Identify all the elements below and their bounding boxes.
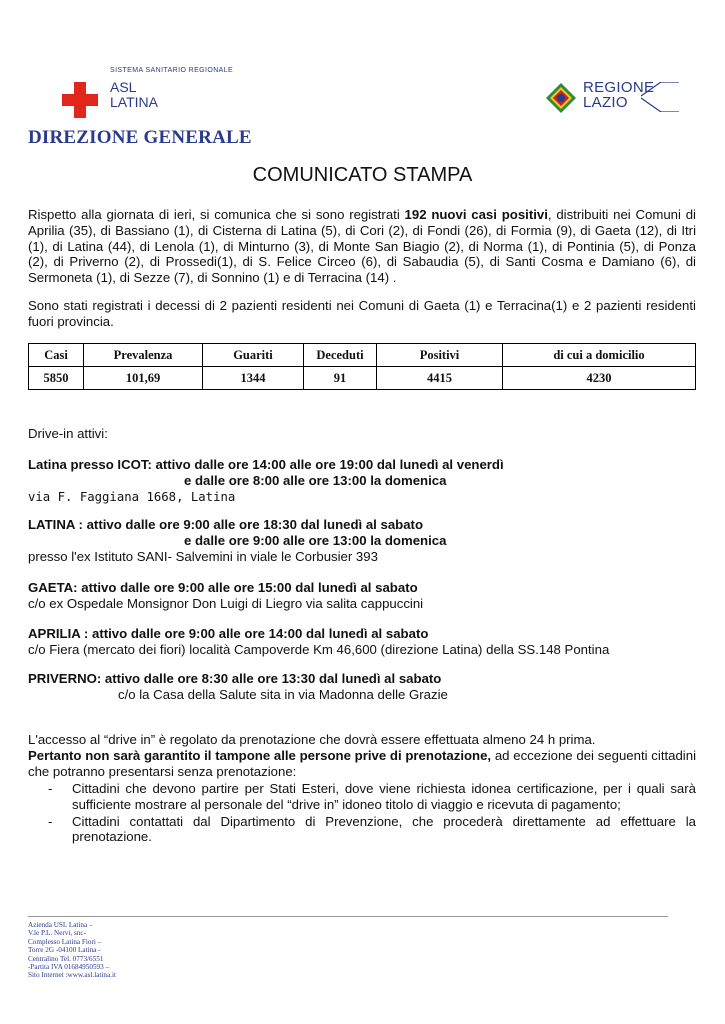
drive-in-latina-sani: LATINA : attivo dalle ore 9:00 alle ore 18:30 dal lunedì al sabato e dalle ore 9:00 alle ore 13:00 la domenica presso l'ex Istituto SANI- Salvemini in viale le Corbusier 393 [28,517,447,564]
header-guariti: Guariti [203,344,304,367]
drive-in-gaeta: GAETA: attivo dalle ore 9:00 alle ore 15:00 dal lunedì al sabato c/o ex Ospedale Monsignor Don Luigi di Liegro via salita cappuccini [28,580,424,611]
drive-in-latina-icot: Latina presso ICOT: attivo dalle ore 14:00 alle ore 19:00 dal lunedì al venerdì e dalle ore 8:00 alle ore 13:00 la domenica via F. Faggiana 1668, Latina [28,457,504,504]
footer-divider [28,916,668,917]
asl-name: ASL LATINA [110,79,158,110]
list-item: - Cittadini che devono partire per Stati Esteri, dove viene richiesta idonea certificazione, per i quali sarà sufficiente mostrare al personale del “drive in” idoneo titolo di viaggio e ricevuta di pagamento; [48,781,696,812]
header-deceduti: Deceduti [304,344,377,367]
header-positivi: Positivi [377,344,503,367]
paragraph-new-cases: Rispetto alla giornata di ieri, si comunica che si sono registrati 192 nuovi casi positivi, distribuiti nei Comuni di Aprilia (35), di Bassiano (1), di Cisterna di Latina (5), di Cori (2), di Fondi (26), di Formia (9), di Gaeta (12), di Itri (1), di Latina (44), di Lenola (1), di Minturno (3), di Monte San Biagio (2), di Norma (1), di Pontinia (5), di Ponza (2), di Priverno (2), di Prossedi(1), di S. Felice Circeo (6), di Sabaudia (5), di Santi Cosma e Damiano (6), di Sermoneta (1), di Sezze (7), di Sonnino (1) e di Terracina (14) . [28,207,696,286]
regione-lazio-logo [545,80,680,116]
summary-table [28,343,696,390]
table-header-row [29,344,696,367]
footer: Azienda USL Latina – V.le P.L. Nervi, snc- Complesso Latina Fiori – Torre 2G -04100 Latina - Centralino Tel. 0773/6551 -Partita IVA 01684950593 – Sito Internet :www.asl.latina.it [28,921,116,980]
red-cross-icon [62,82,98,118]
header-domicilio: di cui a domicilio [503,344,696,367]
exceptions-list [28,781,696,846]
asl-latina-logo [58,64,258,114]
value-guariti: 1344 [203,367,304,390]
lazio-emblem-icon [545,82,577,114]
regione-lazio-text: REGIONE LAZIO [583,79,655,111]
value-positivi: 4415 [377,367,503,390]
list-item: - Cittadini contattati dal Dipartimento di Prevenzione, che procederà direttamente ad effettuare la prenotazione. [48,813,696,845]
asl-system-label: SISTEMA SANITARIO REGIONALE [110,67,234,74]
header-casi: Casi [29,344,84,367]
paragraph-deaths: Sono stati registrati i decessi di 2 pazienti residenti nei Comuni di Gaeta (1) e Terracina(1) e 2 pazienti residenti fuori provincia. [28,298,696,329]
drive-in-title: Drive-in attivi: [28,426,108,441]
table-row [29,367,696,390]
direzione-generale: DIREZIONE GENERALE [28,127,252,148]
value-domicilio: 4230 [503,367,696,390]
header-prevalenza: Prevalenza [84,344,203,367]
drive-in-aprilia: APRILIA : attivo dalle ore 9:00 alle ore 14:00 dal lunedì al sabato c/o Fiera (mercato dei fiori) località Campoverde Km 46,600 (direzione Latina) della SS.148 Pontina [28,626,610,657]
value-casi: 5850 [29,367,84,390]
access-info: L'accesso al “drive in” è regolato da prenotazione che dovrà essere effettuata almeno 24 h prima. Pertanto non sarà garantito il tampone alle persone prive di prenotazione, ad eccezione dei seguenti cittadini che potranno presentarsi senza prenotazione: [28,732,697,779]
lazio-lines-icon [641,82,679,112]
value-prevalenza: 101,69 [84,367,203,390]
page-title: COMUNICATO STAMPA [252,164,473,186]
value-deceduti: 91 [304,367,377,390]
drive-in-priverno: PRIVERNO: attivo dalle ore 8:30 alle ore 13:30 dal lunedì al sabato c/o la Casa della Salute sita in via Madonna delle Grazie [28,671,448,702]
